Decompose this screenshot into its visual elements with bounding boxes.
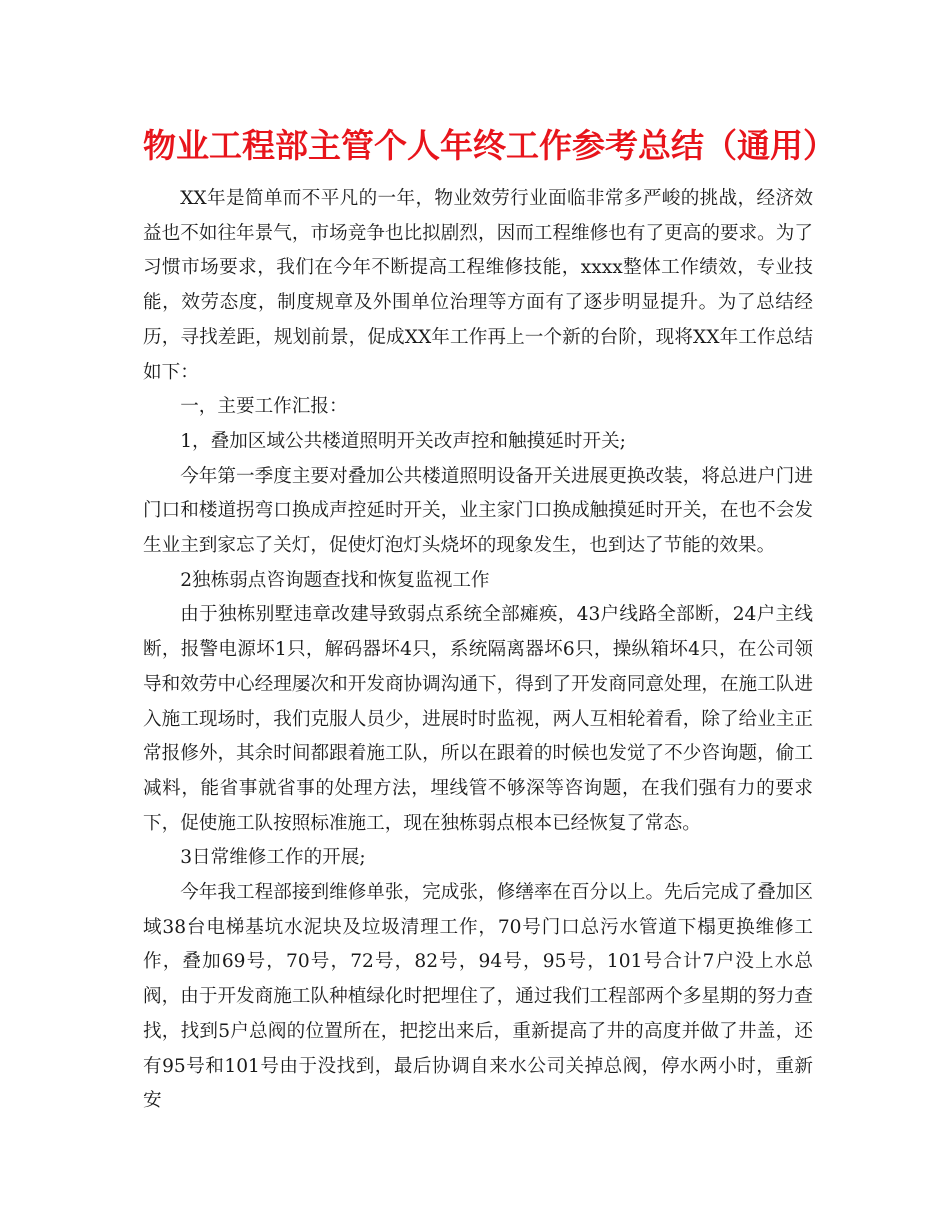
paragraph-item-3: 今年我工程部接到维修单张，完成张，修缮率在百分以上。先后完成了叠加区域38台电梯基坑水泥块及垃圾清理工作，70号门口总污水管道下榻更换维修工作，叠加69号，70号，72号，82号，94号，95号，101号合计7户没上水总阀，由于开发商施工队种植绿化时把埋住了，通过我们工程部两个多星期的努力查找，找到5户总阀的位置所在，把挖出来后，重新提高了井的高度并做了井盖，还有95号和101号由于没找到，最后协调自来水公司关掉总阀，停水两小时，重新安 [143,882,813,1112]
document-title: 物业工程部主管个人年终工作参考总结（通用） [143,126,836,165]
section-heading-main-work: 一，主要工作汇报： [180,396,348,418]
paragraph-intro: XX年是简单而不平凡的一年，物业效劳行业面临非常多严峻的挑战，经济效益也不如往年景气，市场竞争也比拟剧烈，因而工程维修也有了更高的要求。为了习惯市场要求，我们在今年不断提高工程维修技能，xxxx整体工作绩效，专业技能，效劳态度，制度规章及外围单位治理等方面有了逐步明显提升。为了总结经历，寻找差距，规划前景，促成XX年工作再上一个新的台阶，现将XX年工作总结如下： [143,188,813,383]
paragraph-item-2: 由于独栋别墅违章改建导致弱点系统全部瘫痪，43户线路全部断，24户主线断，报警电源坏1只，解码器坏4只，系统隔离器坏6只，操纵箱坏4只，在公司领导和效劳中心经理屡次和开发商协调沟通下，得到了开发商同意处理，在施工队进入施工现场时，我们克服人员少，进展时时监视，两人互相轮着看，除了给业主正常报修外，其余时间都跟着施工队，所以在跟着的时候也发觉了不少咨询题，偷工减料，能省事就省事的处理方法，埋线管不够深等咨询题，在我们强有力的要求下，促使施工队按照标准施工，现在独栋弱点根本已经恢复了常态。 [143,604,813,834]
item-heading-3: 3日常维修工作的开展; [180,847,366,869]
paragraph-item-1: 今年第一季度主要对叠加公共楼道照明设备开关进展更换改装，将总进户门进门口和楼道拐弯口换成声控延时开关，业主家门口换成触摸延时开关，在也不会发生业主到家忘了关灯，促使灯泡灯头烧坏的现象发生，也到达了节能的效果。 [143,465,813,557]
item-heading-1: 1，叠加区域公共楼道照明开关改声控和触摸延时开关; [180,430,626,452]
item-heading-2: 2独栋弱点咨询题查找和恢复监视工作 [180,569,490,591]
